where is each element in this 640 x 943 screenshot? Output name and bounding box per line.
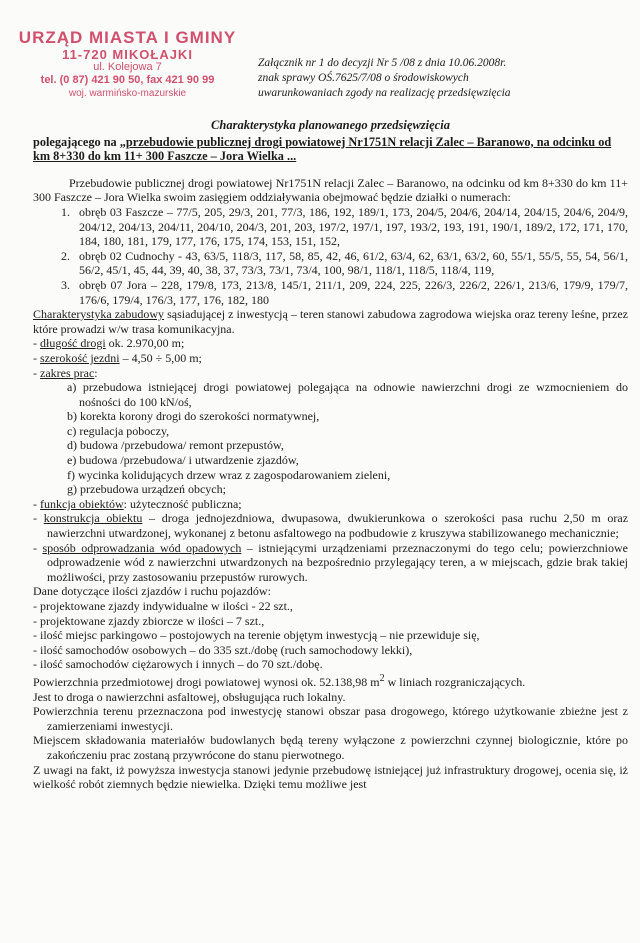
scope-item: a) przebudowa istniejącej drogi powiatowej polegająca na odnowie nawierzchni drogi ze wzmocnieniem do nośności do 100 kN/oś, bbox=[67, 380, 628, 409]
attachment-note-line1: Załącznik nr 1 do decyzji Nr 5 /08 z dnia 10.06.2008r. bbox=[258, 57, 507, 69]
office-stamp bbox=[10, 28, 245, 100]
scope-item: b) korekta korony drogi do szerokości normatywnej, bbox=[67, 409, 320, 424]
road-area bbox=[33, 672, 628, 690]
plot-list bbox=[33, 205, 628, 307]
scope-item: f) wycinka kolidujących drzew wraz z zagospodarowaniem zieleni, bbox=[67, 467, 391, 482]
traffic-data-item: - ilość samochodów osobowych – do 335 szt./dobę (ruch samochodowy lekki), bbox=[33, 642, 413, 657]
colon: : bbox=[94, 365, 98, 380]
building-characteristics-label: Charakterystyka zabudowy bbox=[33, 307, 165, 322]
scope-list bbox=[33, 380, 628, 497]
road-area-text: Powierzchnia przedmiotowej drogi powiatowej wynosi ok. 52.138,98 m bbox=[33, 674, 380, 689]
road-width-value: – 4,50 ÷ 5,00 m; bbox=[119, 350, 202, 365]
traffic-data-heading: Dane dotyczące ilości zjazdów i ruchu pojazdów: bbox=[33, 584, 271, 599]
road-width bbox=[33, 351, 628, 366]
road-length-label: długość drogi bbox=[40, 336, 106, 351]
document-body bbox=[33, 118, 628, 792]
scope-item: g) przebudowa urządzeń obcych; bbox=[67, 482, 226, 497]
road-length bbox=[33, 336, 628, 351]
attachment-note-line2: znak sprawy OŚ.7625/7/08 o środowiskowych bbox=[258, 72, 469, 84]
road-length-value: ok. 2.970,00 m; bbox=[105, 336, 185, 351]
dash: - bbox=[33, 511, 44, 526]
dash: - bbox=[33, 496, 40, 511]
plot-list-item: 3. obręb 07 Jora – 228, 179/8, 173, 213/8, 145/1, 211/1, 209, 224, 225, 226/3, 226/2, 226/1, 213/6, 179/9, 179/7, 176/6, 179/4, 176/3, 177, 176, 182, 180 bbox=[73, 278, 628, 307]
scope-label: zakres prac bbox=[40, 365, 95, 380]
rainwater-drainage-label: sposób odprowadzania wód opadowych bbox=[42, 540, 242, 555]
attachment-note bbox=[258, 56, 628, 101]
rainwater-drainage-text: – istniejącymi urządzeniami przeznaczonymi do tego celu; powierzchniowe odprowadzenie wód z nawierzchni utwardzonych na bezpośrednio przylegający teren, a w miejscach, gdzie brak takiej możliwości, przy zastosowaniu przepustów rurowych. bbox=[47, 540, 629, 584]
object-function bbox=[33, 497, 628, 512]
road-area-unit-exponent: 2 bbox=[379, 672, 385, 684]
road-area-suffix: w liniach rozgraniczających. bbox=[384, 674, 526, 689]
traffic-data-item: - projektowane zjazdy indywidualne w ilości - 22 szt., bbox=[33, 599, 293, 613]
subtitle-project: „przebudowie publicznej drogi powiatowej Nr1751N relacji Zalec – Baranowo, na odcinku od km 8+330 do km 11+ 300 Faszcze – Jora Wielka ... bbox=[33, 134, 612, 164]
traffic-data-item: - ilość miejsc parkingowo – postojowych na terenie objętym inwestycją – nie przewiduje się, bbox=[33, 628, 480, 643]
building-characteristics-text: sąsiadującej z inwestycją – teren stanowi zabudowa zagrodowa wiejska oraz tereny leśne, przez które prowadzi w/w trasa komunikacyjna. bbox=[33, 307, 628, 336]
stamp-line-street: ul. Kolejowa 7 bbox=[93, 61, 162, 73]
plot-list-item: 1. obręb 03 Faszcze – 77/5, 205, 29/3, 201, 77/3, 186, 192, 189/1, 173, 204/5, 204/6, 204/14, 204/15, 204/6, 204/9, 204/12, 204/13, 204/11, 204/10, 204/3, 201, 203, 197/2, 197/1, 197, 193/2, 193, 191, 190/1, 189/2, 172, 171, 170, 184, 180, 181, 179, 177, 176, 175, 174, 153, 151, 152, bbox=[73, 205, 628, 249]
scope-item: e) budowa /przebudowa/ i utwardzenie zjazdów, bbox=[67, 453, 299, 468]
rainwater-drainage bbox=[33, 541, 628, 585]
building-characteristics bbox=[33, 307, 628, 336]
plot-list-item: 2. obręb 02 Cudnochy - 43, 63/5, 118/3, 117, 58, 85, 42, 46, 61/2, 63/4, 62, 63/1, 63/2, 60, 55/1, 55/5, 55, 54, 56/1, 56/2, 45/1, 45, 44, 39, 40, 38, 37, 73/3, 73/1, 73/4, 100, 98/1, 118/1, 118/5, 118/4, 119, bbox=[73, 249, 628, 278]
stamp-line-office: URZĄD MIASTA I GMINY bbox=[18, 28, 237, 47]
stamp-line-voivodeship: woj. warmińsko-mazurskie bbox=[68, 88, 187, 99]
attachment-note-line3: uwarunkowaniach zgody na realizację przedsięwzięcia bbox=[258, 87, 511, 99]
traffic-data-item: - projektowane zjazdy zbiorcze w ilości – 7 szt., bbox=[33, 613, 265, 628]
dash: - bbox=[33, 350, 40, 365]
document-subtitle bbox=[33, 135, 628, 164]
scope-item: d) budowa /przebudowa/ remont przepustów, bbox=[67, 438, 284, 453]
object-construction-label: konstrukcja obiektu bbox=[43, 511, 143, 526]
dash: - bbox=[33, 540, 43, 555]
area-paragraph: Powierzchnia terenu przeznaczona pod inwestycję stanowi obszar pasa drogowego, którego użytkowanie zbieżne jest z zamierzeniami inwestycji. bbox=[33, 704, 628, 733]
subtitle-prefix: polegającego na bbox=[33, 134, 120, 149]
traffic-data-item: - ilość samochodów ciężarowych i innych – do 70 szt./dobę. bbox=[33, 657, 323, 672]
object-function-label: funkcja obiektów bbox=[40, 496, 124, 511]
object-construction bbox=[33, 511, 628, 540]
dash: - bbox=[33, 336, 40, 351]
object-function-value: : użyteczność publiczna; bbox=[123, 496, 242, 511]
scope-heading bbox=[33, 366, 628, 381]
scope-item: c) regulacja poboczy, bbox=[67, 423, 170, 438]
stamp-line-phone: tel. (0 87) 421 90 50, fax 421 90 99 bbox=[40, 74, 215, 86]
storage-paragraph: Miejscem składowania materiałów budowlanych będą tereny wyłączone z powierzchni czynnej biologicznie, które po zakończeniu prac zostaną przywrócone do stanu pierwotnego. bbox=[33, 733, 628, 762]
road-width-label: szerokość jezdni bbox=[40, 350, 120, 365]
intro-paragraph: Przebudowie publicznej drogi powiatowej Nr1751N relacji Zalec – Baranowo, na odcinku od km 8+330 do km 11+ 300 Faszcze – Jora Wielka swoim zasięgiem oddziaływania obejmować będzie działki o numerach: bbox=[33, 175, 628, 205]
earthworks-paragraph: Z uwagi na fakt, iż powyższa inwestycja stanowi jedynie przebudowę istniejącej już infrastruktury drogowej, ocenia się, iż wielkość robót ziemnych będzie niewielka. Dzięki temu możliwe jest bbox=[33, 762, 628, 792]
dash: - bbox=[33, 365, 40, 380]
object-construction-text: – droga jednojezdniowa, dwupasowa, dwukierunkowa o szerokości pasa ruchu 2,50 m oraz nawierzchni utwardzonej, wykonanej z betonu asfaltowego na podbudowie z kruszywa stabilizowanego mechanicznie; bbox=[47, 511, 629, 541]
document-title: Charakterystyka planowanego przedsięwzięcia bbox=[211, 118, 450, 132]
stamp-line-postcode: 11-720 MIKOŁAJKI bbox=[62, 47, 193, 62]
asphalt-paragraph: Jest to droga o nawierzchni asfaltowej, obsługująca ruch lokalny. bbox=[33, 689, 346, 704]
